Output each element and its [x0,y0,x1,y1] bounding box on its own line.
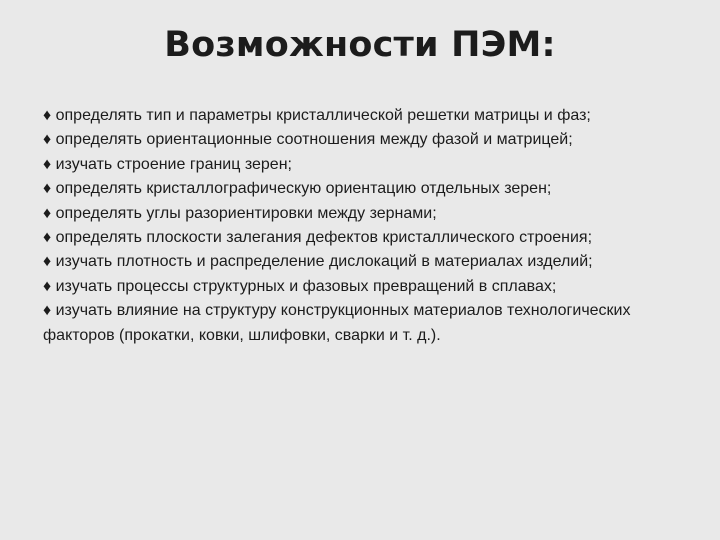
list-item: ♦ определять ориентационные соотношения между фазой и матрицей; [43,131,573,149]
list-item: ♦ определять плоскости залегания дефектов кристаллического строения; [43,229,593,247]
list-item: ♦ определять углы разориентировки между зернами; [43,204,437,222]
list-item: ♦ изучать строение границ зерен; [43,155,292,173]
list-item: ♦ определять кристаллографическую ориентацию отдельных зерен; [43,180,552,198]
list-item: ♦ изучать процессы структурных и фазовых превращений в сплавах; [43,277,557,295]
list-item: ♦ определять тип и параметры кристаллической решетки матрицы и фаз; [43,107,591,124]
bullet-list [43,104,693,348]
list-item: ♦ изучать влияние на структуру конструкционных материалов технологических факторов (прокатки, ковки, шлифовки, сварки и т. д.). [43,302,631,344]
list-item: ♦ изучать плотность и распределение дислокаций в материалах изделий; [43,253,593,271]
slide-title: Возможности ПЭМ: [164,25,556,65]
